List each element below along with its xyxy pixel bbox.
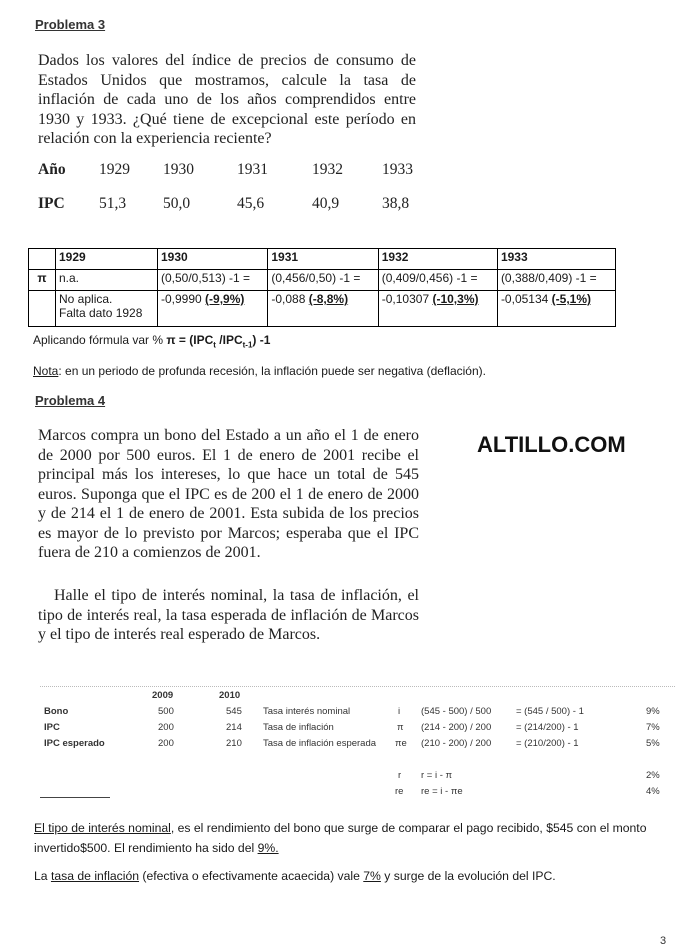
sheet-col-header: 2009 <box>152 690 174 701</box>
sheet-cell: (545 - 500) / 500 <box>421 706 492 717</box>
sheet-cell: 545 <box>226 706 242 717</box>
table-header-cell: 1933 <box>497 249 615 270</box>
sheet-cell: 4% <box>646 786 660 797</box>
nominal-rate-value: 9%. <box>257 841 279 855</box>
year-value: 1930 <box>163 161 194 178</box>
ipc-value: 45,6 <box>237 195 265 212</box>
sheet-row-label: IPC <box>44 722 60 733</box>
watermark-logo: ALTILLO.COM <box>477 432 626 457</box>
sheet-cell: 200 <box>158 722 174 733</box>
problem4-text: Marcos compra un bono del Estado a un año el 1 de enero de 2000 por 500 euros. El 1 de enero de 2001 recibe el principal más los intereses, lo que hace un total de 545 euros. Suponga que el IPC es de 200 el 1 de enero de 2000 y de 214 el 1 de enero de 2001. Esta subida de los precios es mayor de lo previsto por Marcos; esperaba que el IPC fuera de 210 a comienzos de 2001. <box>38 427 419 561</box>
formula-subscript-t: t <box>213 340 216 350</box>
sheet-cell: re = i - πe <box>421 786 463 797</box>
table-header-cell: 1929 <box>56 249 158 270</box>
ipc-row-label: IPC <box>38 195 65 212</box>
formula-mid: /IPC <box>215 333 243 347</box>
sheet-underline <box>40 797 110 798</box>
sheet-cell: Tasa interés nominal <box>263 706 351 717</box>
ipc-value: 50,0 <box>163 195 191 212</box>
sheet-cell: Tasa de inflación esperada <box>263 738 377 749</box>
result-value: -0,9990 <box>161 292 202 306</box>
conclusion2-text: La <box>34 869 51 883</box>
result-value: -0,088 <box>271 292 306 306</box>
sheet-cell: πe <box>395 738 407 749</box>
table-header-cell: 1932 <box>378 249 497 270</box>
problem4-heading: Problema 4 <box>35 393 106 408</box>
pi-symbol-cell: π <box>29 270 56 291</box>
sheet-cell: i <box>398 706 401 717</box>
conclusion2-text: y surge de la evolución del IPC. <box>380 869 556 883</box>
sheet-top-rule <box>40 686 675 687</box>
sheet-cell: r <box>398 770 402 781</box>
nota-text: : en un periodo de profunda recesión, la inflación puede ser negativa (deflación). <box>58 364 486 378</box>
year-value: 1929 <box>99 161 130 178</box>
result-percent: (-5,1%) <box>551 292 591 306</box>
sheet-col-header: 2010 <box>219 690 241 701</box>
sheet-cell: 500 <box>158 706 174 717</box>
table-cell: (0,50/0,513) -1 = <box>158 270 268 291</box>
ipc-value: 51,3 <box>99 195 127 212</box>
sheet-cell: 7% <box>646 722 660 733</box>
missing-data-text: Falta dato 1928 <box>59 306 143 320</box>
conclusion1-text: , es el rendimiento del bono que surge de comparar el pago recibido, $545 con el monto invertido$500. El rendimiento ha sido del <box>34 821 647 855</box>
conclusion2-text: (efectiva o efectivamente acaecida) vale <box>139 869 364 883</box>
year-value: 1933 <box>382 161 413 178</box>
sheet-cell: 2% <box>646 770 660 781</box>
problem3-heading: Problema 3 <box>35 17 106 32</box>
formula-prefix: Aplicando fórmula var % <box>33 333 164 347</box>
result-value: -0,10307 <box>381 292 430 306</box>
result-percent: (-8,8%) <box>308 292 349 306</box>
sheet-cell: π <box>397 722 404 733</box>
sheet-row-label: Bono <box>44 706 69 717</box>
sheet-cell: re <box>395 786 404 797</box>
sheet-cell: = (214/200) - 1 <box>516 722 579 733</box>
table-cell: (0,409/0,456) -1 = <box>378 270 497 291</box>
sheet-cell: (210 - 200) / 200 <box>421 738 492 749</box>
conclusion-nominal-rate <box>34 818 674 858</box>
sheet-cell: 9% <box>646 706 660 717</box>
sheet-cell: 5% <box>646 738 660 749</box>
formula-main: π = (IPC <box>166 333 214 347</box>
conclusion-inflation-rate <box>34 866 674 886</box>
year-value: 1932 <box>312 161 343 178</box>
not-applicable-text: No aplica. <box>59 292 113 306</box>
nota-label: Nota <box>33 364 59 378</box>
sheet-cell: 214 <box>226 722 242 733</box>
problem3-text: Dados los valores del índice de precios de consumo de Estados Unidos que mostramos, calcule la tasa de inflación de cada uno de los años comprendidos entre 1930 y 1933. ¿Qué tiene de excepcional este período en relación con la experiencia reciente? <box>38 52 416 147</box>
formula-suffix: ) -1 <box>252 333 271 347</box>
table-header-cell: 1930 <box>158 249 268 270</box>
table-header-cell: 1931 <box>268 249 378 270</box>
table-cell: (0,388/0,409) -1 = <box>497 270 615 291</box>
sheet-row-label: IPC esperado <box>44 738 105 749</box>
year-value: 1931 <box>237 161 268 178</box>
result-value: -0,05134 <box>500 292 549 306</box>
sheet-cell: = (210/200) - 1 <box>516 738 579 749</box>
sheet-cell: (214 - 200) / 200 <box>421 722 492 733</box>
sheet-cell: 200 <box>158 738 174 749</box>
year-row-label: Año <box>38 161 66 178</box>
inflation-rate-value: 7% <box>363 869 381 883</box>
result-percent: (-10,3%) <box>432 292 479 306</box>
sheet-cell: Tasa de inflación <box>263 722 334 733</box>
sheet-cell: r = i - π <box>421 770 453 781</box>
page-number: 3 <box>660 935 667 947</box>
table-cell: (0,456/0,50) -1 = <box>268 270 378 291</box>
ipc-value: 38,8 <box>382 195 410 212</box>
formula-subscript-t1: t-1 <box>242 340 253 350</box>
sheet-cell: 210 <box>226 738 242 749</box>
term-nominal-rate: El tipo de interés nominal <box>34 821 171 835</box>
problem4-question: Halle el tipo de interés nominal, la tasa de inflación, el tipo de interés real, la tasa esperada de inflación de Marcos y el tipo de interés real esperado de Marcos. <box>38 587 419 643</box>
sheet-cell: = (545 / 500) - 1 <box>516 706 584 717</box>
ipc-value: 40,9 <box>312 195 340 212</box>
table-cell: n.a. <box>56 270 158 291</box>
result-percent: (-9,9%) <box>205 292 245 306</box>
term-inflation-rate: tasa de inflación <box>50 869 140 883</box>
